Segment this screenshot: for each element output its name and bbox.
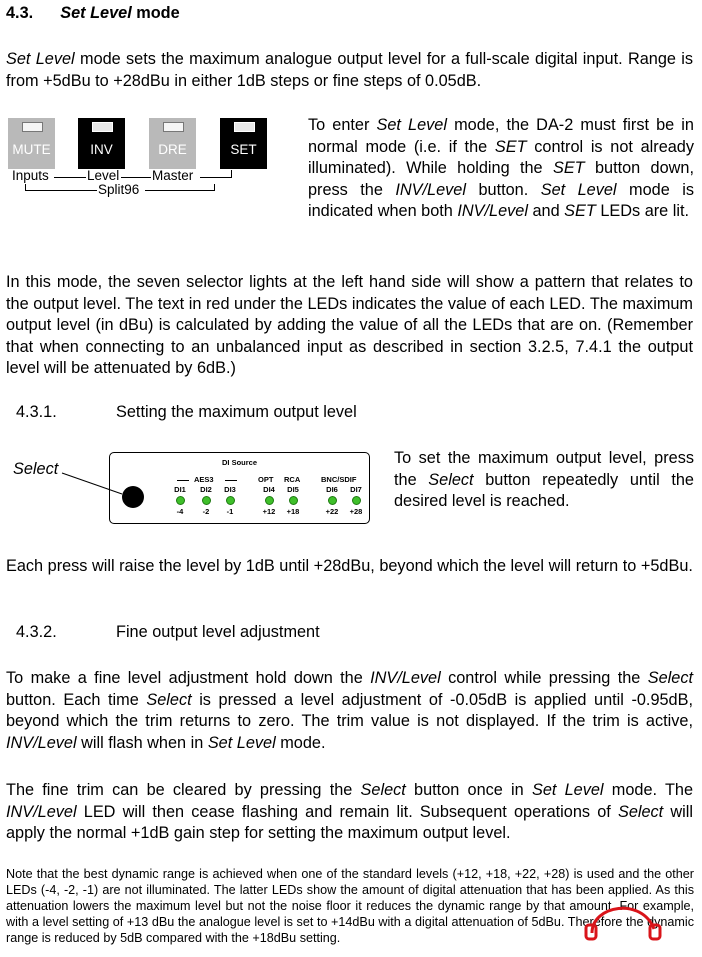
each-press-paragraph: Each press will raise the level by 1dB until +28dBu, beyond which the level will return to +5dBu. [6,557,693,575]
inv-button-label: INV [90,142,113,157]
section-heading [6,4,180,23]
select-button [122,486,144,508]
di-led-name: DI4 [263,485,275,494]
italic-run: SET [552,159,585,177]
rca-group-label: RCA [284,475,301,484]
italic-run: Select [360,781,406,799]
select-callout-label: Select [13,460,59,478]
group-line [225,480,237,481]
level-label: Level [87,168,120,183]
inv-button [78,118,125,169]
italic-run: Set Level [540,180,617,199]
italic-run: Select [428,470,474,489]
italic-run: INV/Level [395,180,466,199]
set-led [234,122,255,132]
di-led-value: -2 [202,507,210,516]
text-run: and [527,202,565,220]
mute-button [8,118,55,169]
set-max-paragraph [394,448,694,513]
text-run: will flash when in [76,733,208,752]
text-run: control while pressing the [440,669,648,687]
text-run: button. Each time [6,690,147,709]
panel-line [54,177,86,178]
panel-line [145,190,215,191]
di-led-name: DI2 [200,485,212,494]
master-label: Master [152,168,194,183]
section-title-suffix: mode [131,4,180,22]
bnc-sdif-group-label: BNC/SDIF [321,475,357,484]
set-button [220,118,267,169]
italic-run: Set Level [376,116,447,134]
text-run: mode. [275,733,326,752]
text-run: mode is indicated when both [308,180,694,220]
di-led-value: +12 [262,507,276,516]
text-run: will apply the normal +1dB gain step for setting the maximum output level. [6,802,694,842]
di-led-value: -4 [176,507,184,516]
di-led-indicator [352,496,361,505]
dre-button-label: DRE [158,142,187,157]
di-led-name: DI7 [350,485,362,494]
mode-paragraph: In this mode, the seven selector lights at the left hand side will show a pattern that relates to the output level. The text in red under the LEDs indicates the value of each LED. The maximum output level (in dBu) is calculated by adding the value of all the LEDs that are on. (Remember that when connecting to an unbalanced input as described in section 3.2.5, 7.4.1 the output level will be attenuated by 6dB.) [6,273,693,377]
di-source-title: DI Source [221,458,257,467]
split96-label: Split96 [98,182,140,197]
panel-line [214,184,215,191]
di-led-name: DI3 [224,485,236,494]
text-run: is pressed a level adjustment of -0.05dB is applied until -0.95dB, beyond which the trim returns to zero. The trim value is not displayed. If the trim is active, [6,690,693,730]
subsection-4-3-2-title: Fine output level adjustment [116,623,320,641]
inputs-label: Inputs [12,168,49,183]
set-button-label: SET [230,142,257,157]
text-run: mode. The [603,781,693,799]
italic-run: Select [617,802,664,821]
italic-run: INV/Level [6,733,77,752]
clear-trim-paragraph [6,780,693,845]
intro-text: mode sets the maximum analogue output level for a full-scale digital input. Range is from +5dBu to +28dBu in either 1dB steps or fine steps of 0.05dB. [6,50,693,90]
intro-paragraph [6,49,693,92]
di-led-name: DI6 [326,485,338,494]
italic-run: SET [494,137,527,156]
italic-run: INV/Level [6,802,77,821]
italic-run: INV/Level [457,202,528,220]
text-run: To enter [308,116,377,134]
di-led-value: +22 [325,507,339,516]
section-number: 4.3. [6,4,34,22]
text-run: LED will then cease flashing and remain lit. Subsequent operations of [76,802,618,821]
aes3-group-label: AES3 [194,475,214,484]
italic-run: Select [146,690,192,709]
panel-line [200,177,231,178]
text-run: button. [465,180,541,199]
di-led-indicator [265,496,274,505]
opt-group-label: OPT [258,475,274,484]
di-led-indicator [202,496,211,505]
text-run: mode, the DA-2 must first be in normal mode (i.e. if the [308,116,694,156]
note-paragraph: Note that the best dynamic range is achieved when one of the standard levels (+12, +18, +22, +28) is used and the other LEDs (-4, -2, -1) are not illuminated. The latter LEDs show the amount of digital attenuation that has been applied. As this attenuation lowers the maximum level but not the noise floor it reduces the dynamic range by that amount. For example, with a level setting of +13 dBu the analogue level is set to +14dBu with a digital attenuation of 5dBu. Therefore the dynamic range is reduced by 5dB compared with the +18dBu setting. [6,867,694,945]
enter-paragraph [308,115,694,223]
di-source-panel [109,452,370,524]
mute-led [22,122,43,132]
panel-line [231,170,232,178]
text-run: The fine trim can be cleared by pressing the [6,781,361,799]
inv-led [92,122,113,132]
italic-run: Set Level [531,781,604,799]
text-run: button down, press the [308,159,694,199]
di-led-value: -1 [226,507,234,516]
dre-button [149,118,196,169]
di-led-indicator [289,496,298,505]
text-run: button repeatedly until the desired level is reached. [394,470,694,510]
di-led-indicator [176,496,185,505]
subsection-4-3-1-number: 4.3.1. [16,403,57,421]
group-line [177,480,189,481]
text-run: button once in [405,781,532,799]
italic-run: Select [647,669,693,687]
di-led-indicator [328,496,337,505]
text-run: To set the maximum output level, press the [394,449,694,489]
subsection-4-3-2-number: 4.3.2. [16,623,57,641]
dre-led [163,122,184,132]
panel-line [25,190,97,191]
di-led-value: +28 [349,507,363,516]
text-run: control is not already illuminated). While holding the [308,137,694,177]
di-led-indicator [226,496,235,505]
mute-button-label: MUTE [12,142,51,157]
fine-adjust-paragraph [6,668,693,754]
di-led-value: +18 [286,507,300,516]
di-led-name: DI5 [287,485,299,494]
italic-run: SET [564,202,596,220]
panel-line [121,177,151,178]
italic-run: INV/Level [370,669,441,687]
italic-run: Set Level [207,733,276,752]
di-led-name: DI1 [174,485,186,494]
subsection-4-3-1-title: Setting the maximum output level [116,403,357,421]
text-run: To make a fine level adjustment hold down the [6,669,371,687]
intro-mode-name: Set Level [6,50,75,68]
text-run: LEDs are lit. [595,202,690,220]
headphones-watermark-icon [582,895,666,945]
section-title-italic: Set Level [60,4,132,22]
